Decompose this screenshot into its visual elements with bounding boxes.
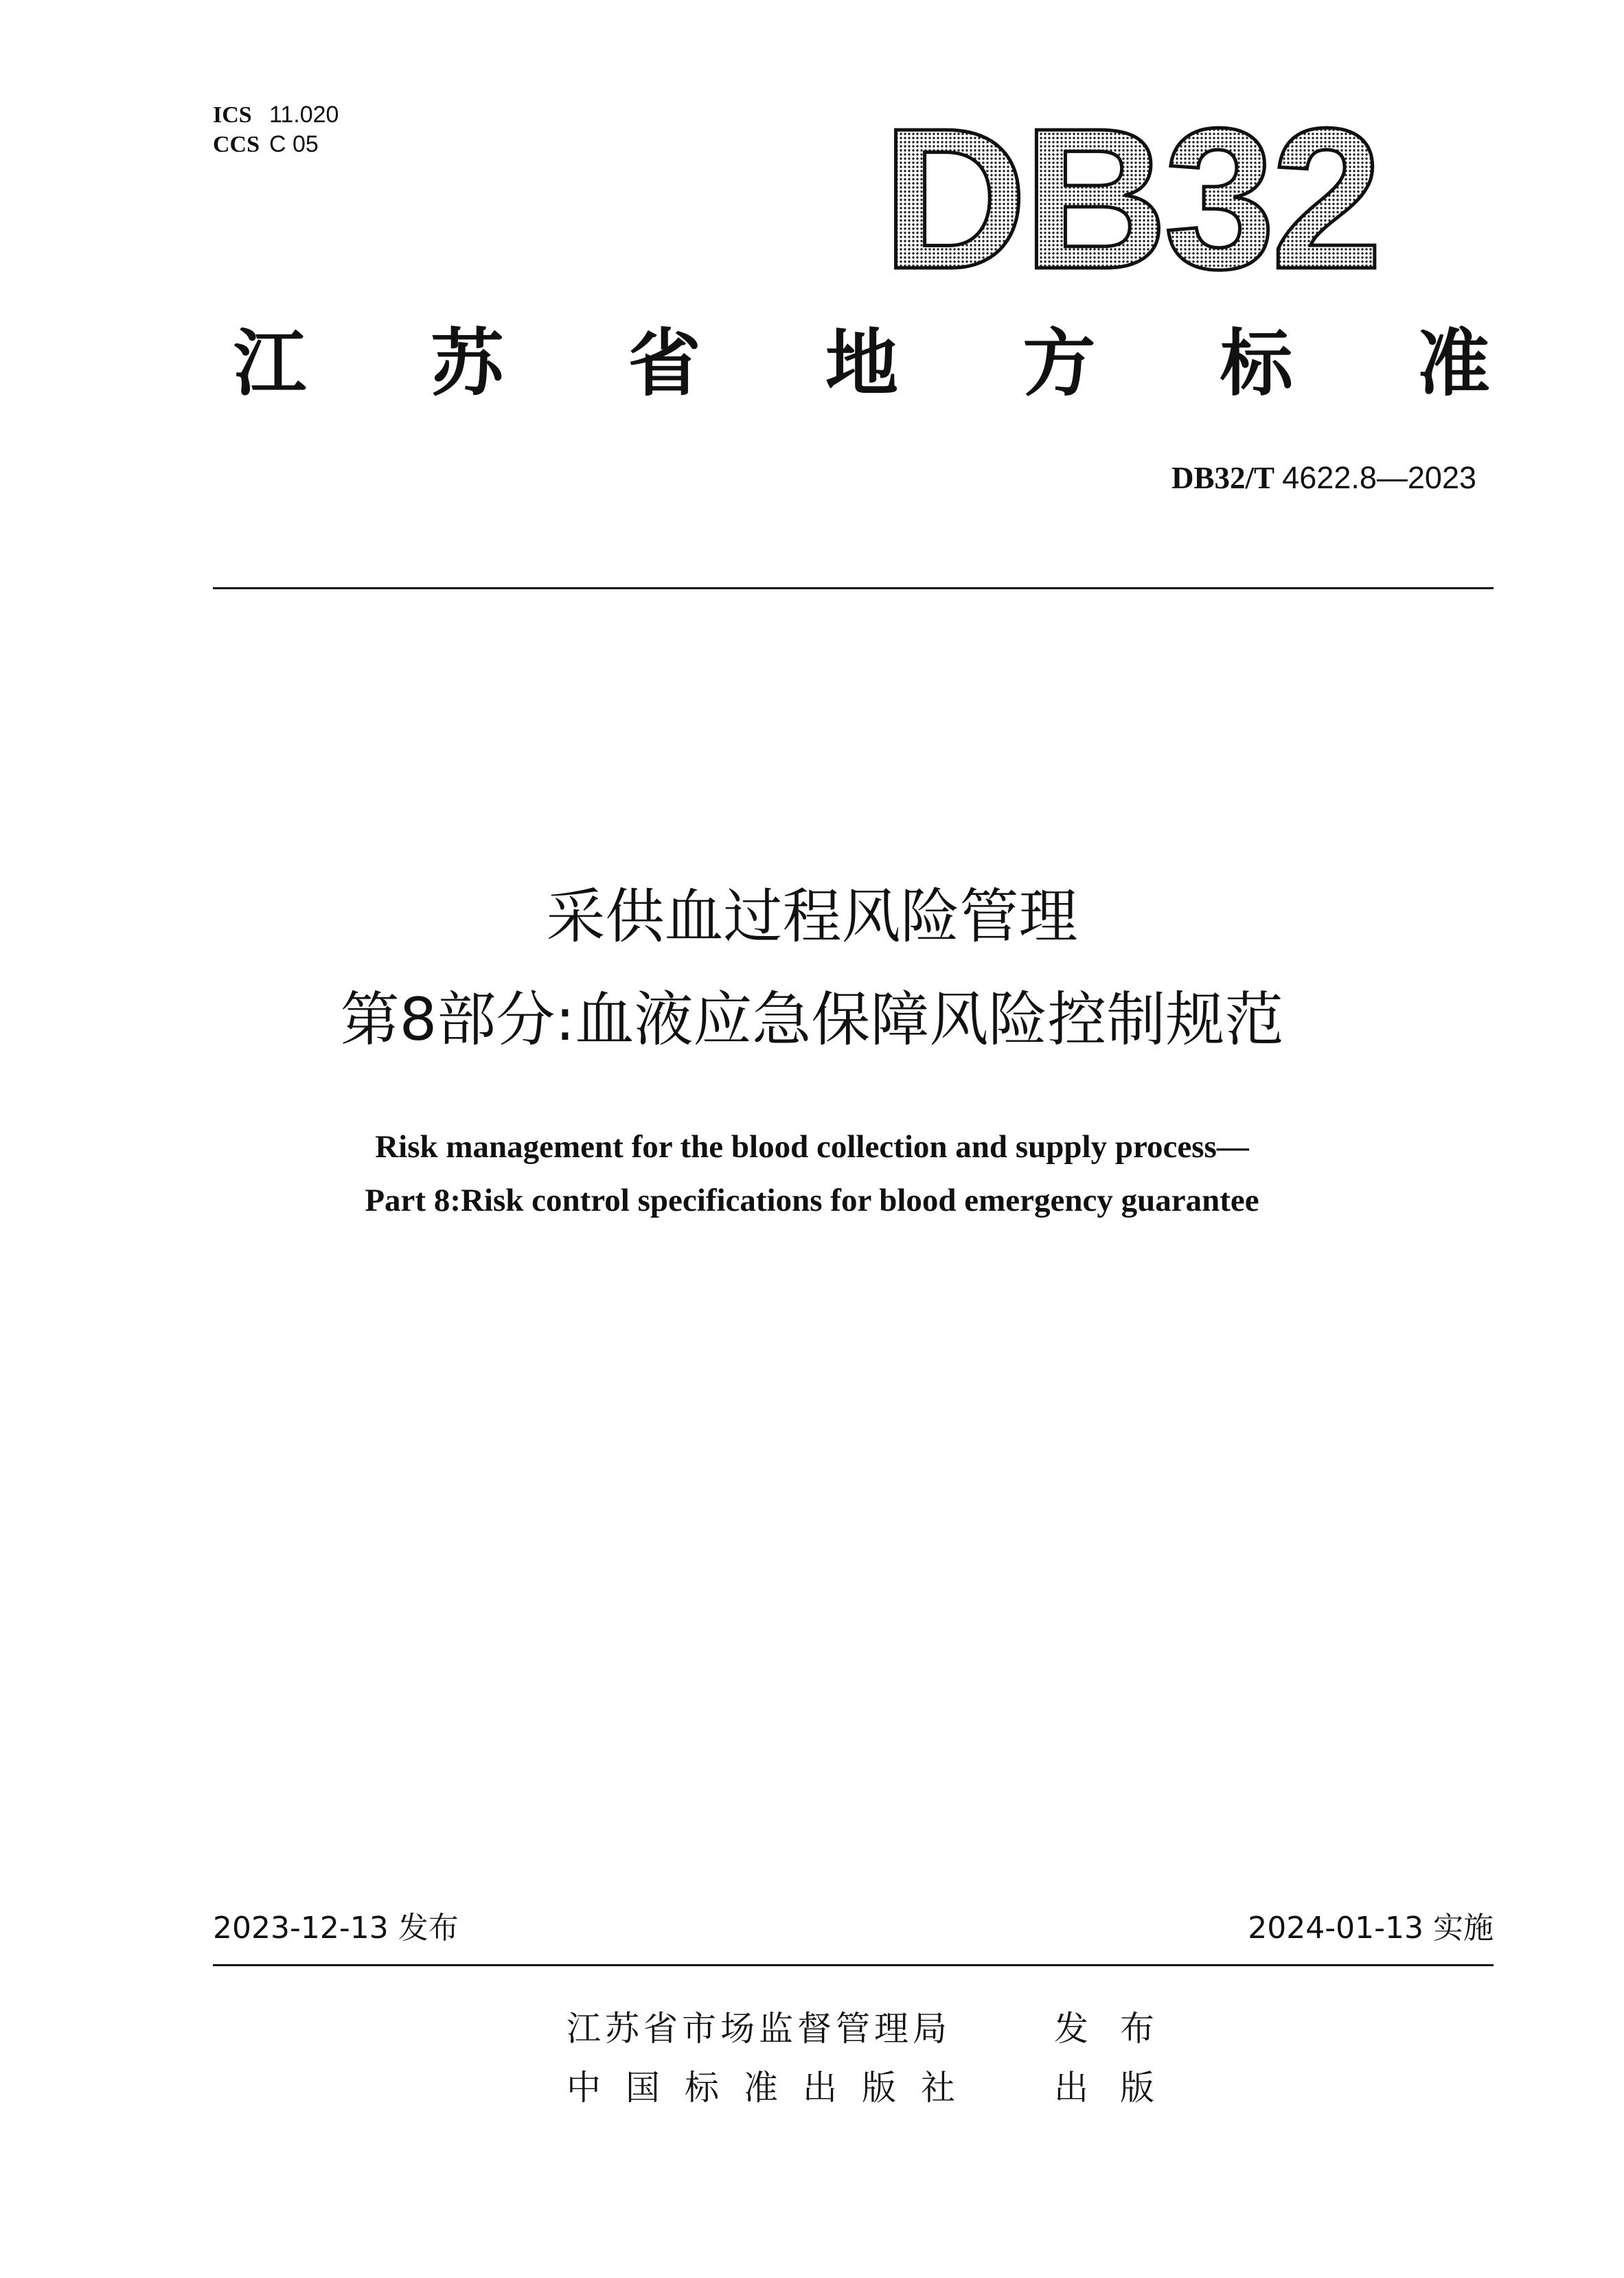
standard-number (1171, 459, 1476, 497)
publisher-org: 中国标准出版社 (567, 2068, 980, 2108)
publisher-action: 出版 (1054, 2068, 1186, 2108)
ics-code (213, 100, 339, 130)
bottom-divider (213, 1964, 1494, 1966)
publisher-action: 发布 (1054, 2009, 1186, 2049)
category-char: 准 (1417, 321, 1490, 406)
category-char: 标 (1220, 321, 1293, 406)
issue-date: 2023-12-13 发布 (213, 1911, 459, 1946)
title-en-line1: Risk management for the blood collection and supply process— (375, 1129, 1249, 1165)
title-cn-line2: 第8部分:血液应急保障风险控制规范 (340, 986, 1284, 1054)
logo-text: DB32 (882, 103, 1379, 295)
ics-label: ICS (213, 102, 252, 128)
title-cn-line1: 采供血过程风险管理 (546, 882, 1078, 951)
standard-number-value: 4622.8—2023 (1282, 460, 1476, 495)
ccs-label: CCS (213, 132, 260, 157)
classification-codes (213, 100, 339, 159)
category-char: 江 (233, 321, 306, 406)
publisher-row (567, 2007, 1186, 2051)
category-char: 苏 (431, 321, 504, 406)
ics-value: 11.020 (269, 102, 339, 128)
publisher-org: 江苏省市场监督管理局 (567, 2009, 951, 2049)
top-divider (213, 587, 1494, 589)
category-char: 省 (628, 321, 701, 406)
standard-category-title (233, 323, 1490, 405)
category-char: 方 (1022, 321, 1096, 406)
ccs-value: C 05 (269, 131, 319, 157)
db32-logo (882, 103, 1432, 295)
category-char: 地 (825, 321, 898, 406)
ccs-code (213, 130, 339, 159)
implementation-date: 2024-01-13 实施 (1248, 1911, 1494, 1946)
standard-number-prefix: DB32/T (1171, 461, 1274, 495)
publisher-row (567, 2066, 1186, 2110)
title-en-line2: Part 8:Risk control specifications for blood emergency guarantee (365, 1183, 1259, 1218)
